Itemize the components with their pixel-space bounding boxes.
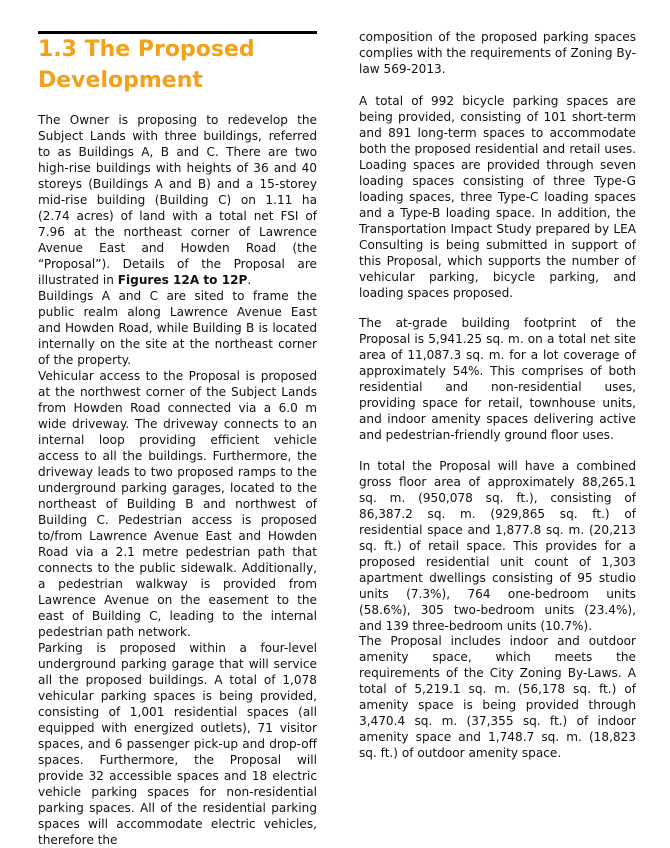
paragraph-parking-continued: composition of the proposed parking spaces complies with the requirements of Zoning By-law 569-2013.	[359, 30, 636, 76]
paragraph-gross-floor-area: In total the Proposal will have a combined gross floor area of approximately 88,265.1 sq. m. (950,078 sq. ft.), consisting of 86,387.2 sq. m. (929,865 sq. ft.) of residential space and 1,877.8 sq. m. (20,213 sq. ft.) of retail space. This provides for a proposed residential unit count of 1,303 apartment dwellings consisting of 95 studio units (7.3%), 764 one-bedroom units (58.6%), 305 two-bedroom units (23.4%), and 139 three-bedroom units (10.7%).	[359, 459, 636, 633]
paragraph-siting: Buildings A and C are sited to frame the public realm along Lawrence Avenue East and Howden Road, while Building B is located internally on the site at the northeast corner of the property.	[38, 289, 317, 367]
paragraph-vehicular-access: Vehicular access to the Proposal is proposed at the northwest corner of the Subject Lands from Howden Road connected via a 6.0 m wide driveway. The driveway connects to an internal loop providing efficient vehicle access to all the buildings. Furthermore, the driveway leads to two proposed ramps to the underground parking garages, located to the northeast of Building B and northwest of Building C. Pedestrian access is proposed to/from Lawrence Avenue East and Howden Road via a 2.1 metre pedestrian path that connects to the public sidewalk. Additionally, a pedestrian walkway is provided from Lawrence Avenue on the easement to the east of Building C, leading to the internal pedestrian path network.	[38, 369, 317, 639]
paragraph-bicycle-loading: A total of 992 bicycle parking spaces are being provided, consisting of 101 short-term and 891 long-term spaces to accommodate both the proposed residential and retail uses. Loading spaces are provided through seven loading spaces consisting of three Type-G loading spaces, three Type-C loading spaces and a Type-B loading space. In addition, the Transportation Impact Study prepared by LEA Consulting is being submitted in support of this Proposal, which supports the number of vehicular parking, bicycle parking, and loading spaces proposed.	[359, 94, 636, 300]
paragraph-amenity-space: The Proposal includes indoor and outdoor amenity space, which meets the requirements of the City Zoning By-Laws. A total of 5,219.1 sq. m. (56,178 sq. ft.) of amenity space is being provided through 3,470.4 sq. m. (37,355 sq. ft.) of indoor amenity space and 1,748.7 sq. m. (18,823 sq. ft.) of outdoor amenity space.	[359, 634, 636, 760]
paragraph-overview	[38, 112, 317, 288]
paragraph-building-footprint: The at-grade building footprint of the Proposal is 5,941.25 sq. m. on a total net site area of 11,087.3 sq. m. for a lot coverage of approximately 54%. This comprises of both residential and non-residential uses, providing space for retail, townhouse units, and indoor amenity spaces delivering active and pedestrian-friendly ground floor uses.	[359, 316, 636, 442]
section-heading: 1.3 The Proposed Development	[38, 37, 255, 93]
paragraph-overview-end: .	[247, 273, 252, 287]
paragraph-parking: Parking is proposed within a four-level underground parking garage that will service all the proposed buildings. A total of 1,078 vehicular parking spaces is being provided, consisting of 1,001 residential spaces (all equipped with energized outlets), 71 visitor spaces, and 6 passenger pick-up and drop-off spaces. Furthermore, the Proposal will provide 32 accessible spaces and 18 electric vehicle parking spaces for non-residential parking spaces. All of the residential parking spaces will accommodate electric vehicles, therefore the	[38, 641, 317, 847]
paragraph-overview-text: The Owner is proposing to redevelop the Subject Lands with three buildings, referred to as Buildings A, B and C. There are two high-rise buildings with heights of 36 and 40 storeys (Buildings A and B) and a 15-storey mid-rise building (Building C) on 1.11 ha (2.74 acres) of land with a total net FSI of 7.96 at the northeast corner of Lawrence Avenue East and Howden Road (the “Proposal”). Details of the Proposal are illustrated in	[38, 113, 317, 287]
figures-reference: Figures 12A to 12P	[117, 273, 248, 287]
